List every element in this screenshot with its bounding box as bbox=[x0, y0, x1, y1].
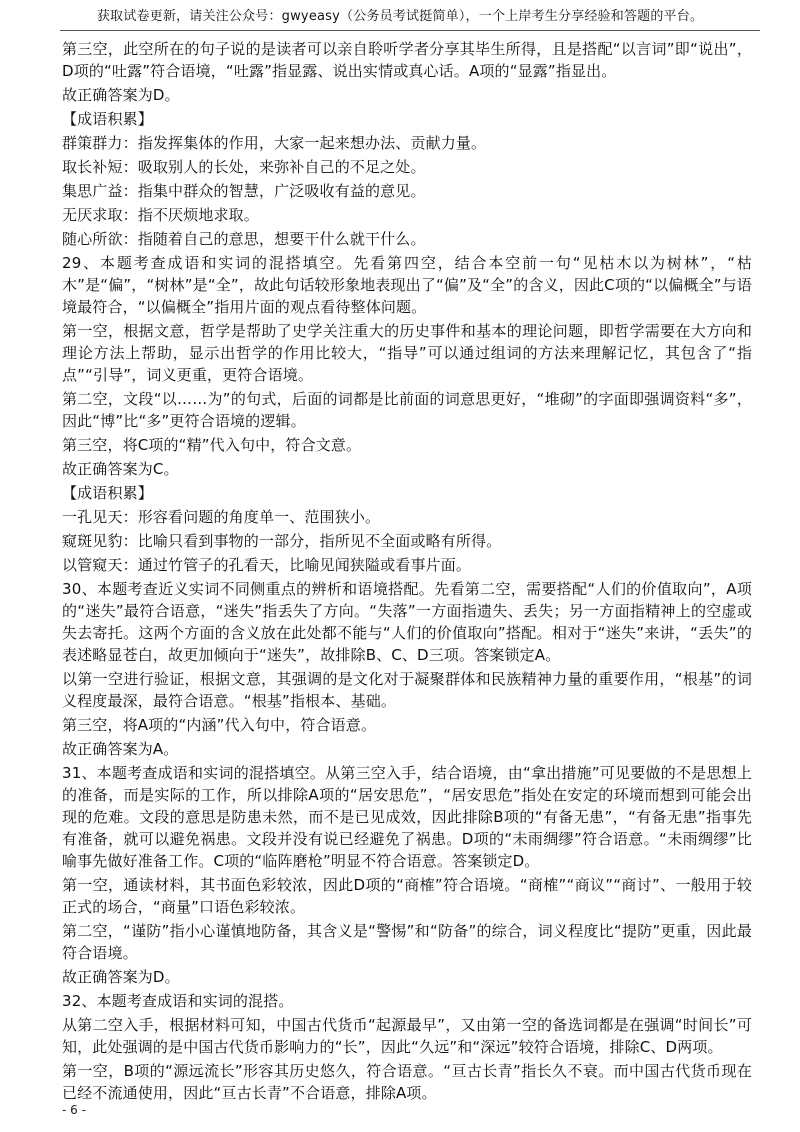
paragraph: 从第二空入手，根据材料可知，中国古代货币“起源最早”，又由第一空的备选词都是在强调“时间长”可知，此处强调的是中国古代货币影响力的“长”，因此“久远”和“深远”较符合语境，排除C、D两项。 bbox=[62, 1016, 752, 1056]
page-header: 获取试卷更新，请关注公众号：gwyeasy（公务员考试挺简单），一个上岸考生分享经验和答题的平台。 bbox=[96, 9, 704, 24]
idiom-entry: 群策群力：指发挥集体的作用，大家一起来想办法、贡献力量。 bbox=[62, 134, 487, 152]
section-heading: 【成语积累】 bbox=[62, 110, 153, 128]
section-heading: 【成语积累】 bbox=[62, 484, 153, 502]
page-number: - 6 - bbox=[62, 1103, 86, 1117]
header-divider bbox=[60, 30, 760, 31]
paragraph: 第二空，文段“以……为”的句式，后面的词都是比前面的词意思更好，“堆砌”的字面即强调资料“多”，因此“博”比“多”更符合语境的逻辑。 bbox=[62, 390, 752, 430]
question-explanation: 32、本题考查成语和实词的混搭。 bbox=[62, 992, 294, 1010]
question-explanation: 30、本题考查近义实词不同侧重点的辨析和语境搭配。先看第二空，需要搭配“人们的价值取向”，A项的“迷失”最符合语意，“迷失”指丢失了方向。“失落”一方面指遗失、丢失；另一方面指精神上的空虚或失去寄托。这两个方面的含义放在此处都不能与“人们的价值取向”搭配。相对于“迷失”来讲，“丢失”的表述略显苍白，故更加倾向于“迷失”，故排除B、C、D三项。答案锁定A。 bbox=[62, 580, 752, 664]
document-body bbox=[62, 38, 752, 1106]
paragraph: 第一空，B项的“源远流长”形容其历史悠久，符合语意。“亘古长青”指长久不衰。而中国古代货币现在已经不流通使用，因此“亘古长青”不合语意，排除A项。 bbox=[62, 1062, 752, 1102]
idiom-entry: 一孔见天：形容看问题的角度单一、范围狭小。 bbox=[62, 508, 381, 526]
idiom-entry: 无厌求取：指不厌烦地求取。 bbox=[62, 206, 259, 224]
paragraph: 第一空，通读材料，其书面色彩较浓，因此D项的“商榷”符合语境。“商榷”“商议”“商讨”、一般用于较正式的场合，“商量”口语色彩较浓。 bbox=[62, 876, 752, 916]
idiom-entry: 以管窥天：通过竹管子的孔看天，比喻见闻狭隘或看事片面。 bbox=[62, 556, 472, 574]
answer-line: 故正确答案为D。 bbox=[62, 86, 180, 104]
paragraph: 第二空，“谨防”指小心谨慎地防备，其含义是“警惕”和“防备”的综合，词义程度比“提防”更重，因此最符合语境。 bbox=[62, 922, 752, 962]
paragraph: 第一空，根据文意，哲学是帮助了史学关注重大的历史事件和基本的理论问题，即哲学需要在大方向和理论方法上帮助，显示出哲学的作用比较大，“指导”可以通过组词的方法来理解记忆，其包含了“指点”“引导”，词义更重，更符合语境。 bbox=[62, 322, 752, 384]
paragraph: 第三空，将C项的“精”代入句中，符合文意。 bbox=[62, 436, 362, 454]
paragraph: 第三空，此空所在的句子说的是读者可以亲自聆听学者分享其毕生所得，且是搭配“以言词”即“说出”，D项的“吐露”符合语境，“吐露”指显露、说出实情或真心话。A项的“显露”指显出。 bbox=[62, 40, 752, 80]
idiom-entry: 取长补短：吸取别人的长处，来弥补自己的不足之处。 bbox=[62, 158, 426, 176]
idiom-entry: 集思广益：指集中群众的智慧，广泛吸收有益的意见。 bbox=[62, 182, 426, 200]
paragraph: 第三空，将A项的“内涵”代入句中，符合语意。 bbox=[62, 716, 377, 734]
answer-line: 故正确答案为D。 bbox=[62, 968, 180, 986]
answer-line: 故正确答案为C。 bbox=[62, 460, 179, 478]
paragraph: 以第一空进行验证，根据文意，其强调的是文化对于凝聚群体和民族精神力量的重要作用，“根基”的词义程度最深，最符合语意。“根基”指根本、基础。 bbox=[62, 670, 752, 710]
question-explanation: 29、本题考查成语和实词的混搭填空。先看第四空，结合本空前一句“见枯木以为树林”，“枯木”是“偏”，“树林”是“全”，故此句话较形象地表现出了“偏”及“全”的含义，因此C项的“以偏概全”与语境最符合，“以偏概全”指用片面的观点看待整体问题。 bbox=[62, 254, 752, 316]
question-explanation: 31、本题考查成语和实词的混搭填空。从第三空入手，结合语境，由“拿出措施”可见要做的不是思想上的准备，而是实际的工作，所以排除A项的“居安思危”，“居安思危”指处在安定的环境而想到可能会出现的危难。文段的意思是防患未然，而不是已见成效，因此排除B项的“有备无患”，“有备无患”指事先有准备，就可以避免祸患。文段并没有说已经避免了祸患。D项的“未雨绸缪”符合语意。“未雨绸缪”比喻事先做好准备工作。C项的“临阵磨枪”明显不符合语意。答案锁定D。 bbox=[62, 764, 752, 870]
answer-line: 故正确答案为A。 bbox=[62, 740, 179, 758]
idiom-entry: 随心所欲：指随着自己的意思，想要干什么就干什么。 bbox=[62, 230, 426, 248]
idiom-entry: 窥斑见豹：比喻只看到事物的一部分，指所见不全面或略有所得。 bbox=[62, 532, 502, 550]
